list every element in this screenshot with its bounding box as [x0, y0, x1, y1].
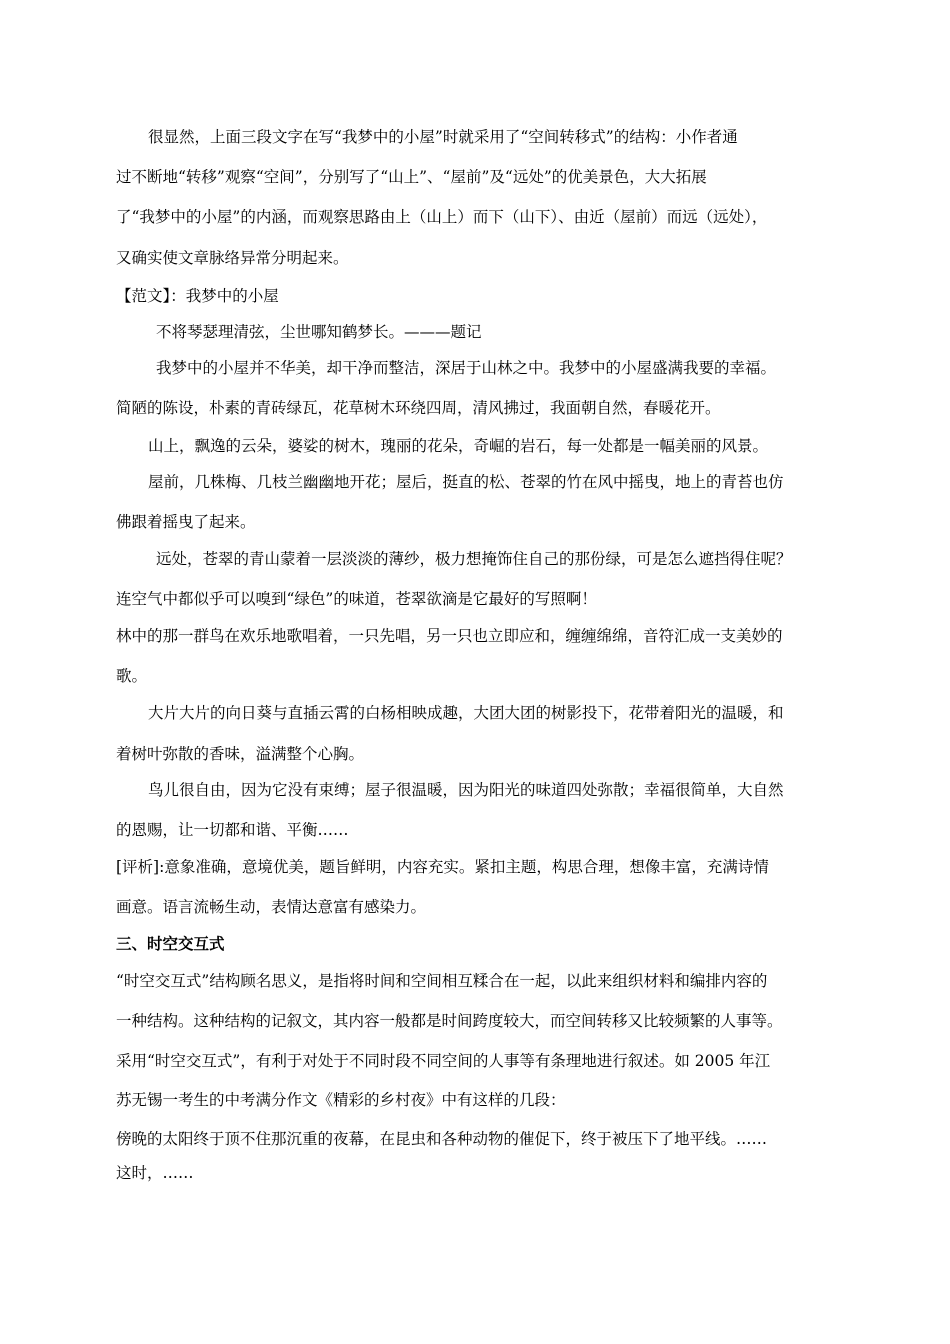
paragraph-line-3: 了“我梦中的小屋”的内涵，而观察思路由上（山上）而下（山下）、由近（屋前）而远（远处）， — [116, 208, 768, 226]
essay-line-6: 远处，苍翠的青山蒙着一层淡淡的薄纱，极力想掩饰住自己的那份绿，可是怎么遮挡得住呢？ — [156, 550, 792, 568]
essay-line-11: 着树叶弥散的香味，溢满整个心胸。 — [116, 745, 365, 763]
paragraph-line-1: 很显然，上面三段文字在写“我梦中的小屋”时就采用了“空间转移式”的结构：小作者通 — [148, 128, 738, 146]
example-line-2: 这时，…… — [116, 1164, 194, 1182]
example-line-1: 傍晚的太阳终于顶不住那沉重的夜幕，在昆虫和各种动物的催促下，终于被压下了地平线。…… — [116, 1130, 768, 1148]
section-paragraph-line-2: 一种结构。这种结构的记叙文，其内容一般都是时间跨度较大，而空间转移又比较频繁的人事等。 — [116, 1012, 783, 1030]
section-paragraph-line-3: 采用“时空交互式”，有利于对处于不同时段不同空间的人事等有条理地进行叙述。如 2005 年江 — [116, 1052, 771, 1070]
section-paragraph-line-4: 苏无锡一考生的中考满分作文《精彩的乡村夜》中有这样的几段： — [116, 1091, 566, 1109]
essay-line-7: 连空气中都似乎可以嗅到“绿色”的味道，苍翠欲滴是它最好的写照啊！ — [116, 590, 597, 608]
essay-line-8: 林中的那一群鸟在欢乐地歌唱着，一只先唱，另一只也立即应和，缠缠绵绵，音符汇成一支美妙的 — [116, 627, 783, 645]
essay-line-5: 佛跟着摇曳了起来。 — [116, 513, 256, 531]
essay-line-1: 我梦中的小屋并不华美，却干净而整洁，深居于山林之中。我梦中的小屋盛满我要的幸福。 — [156, 359, 777, 377]
paragraph-line-4: 又确实使文章脉络异常分明起来。 — [116, 249, 349, 267]
essay-line-4: 屋前，几株梅、几枝兰幽幽地开花；屋后，挺直的松、苍翠的竹在风中摇曳，地上的青苔也仿 — [148, 473, 784, 491]
essay-line-10: 大片大片的向日葵与直插云霄的白杨相映成趣，大团大团的树影投下，花带着阳光的温暖，和 — [148, 704, 784, 722]
essay-line-9: 歌。 — [116, 667, 148, 685]
commentary-line-2: 画意。语言流畅生动，表情达意富有感染力。 — [116, 898, 427, 916]
essay-epigraph: 不将琴瑟理清弦，尘世哪知鹤梦长。———题记 — [156, 323, 482, 341]
essay-line-13: 的恩赐，让一切都和谐、平衡…… — [116, 821, 349, 839]
section-heading: 三、时空交互式 — [116, 934, 225, 953]
paragraph-line-2: 过不断地“转移”观察“空间”，分别写了“山上”、“屋前”及“远处”的优美景色，大大拓展 — [116, 168, 707, 186]
essay-line-12: 鸟儿很自由，因为它没有束缚；屋子很温暖，因为阳光的味道四处弥散；幸福很简单，大自然 — [148, 781, 784, 799]
essay-line-2: 简陋的陈设，朴素的青砖绿瓦，花草树木环绕四周，清风拂过，我面朝自然，春暖花开。 — [116, 399, 721, 417]
essay-line-3: 山上，飘逸的云朵，婆娑的树木，瑰丽的花朵，奇崛的岩石，每一处都是一幅美丽的风景。 — [148, 437, 769, 455]
commentary-line-1: [评析]:意象准确，意境优美，题旨鲜明，内容充实。紧扣主题，构思合理，想像丰富，充满诗情 — [116, 858, 769, 876]
model-essay-heading: 【范文】：我梦中的小屋 — [116, 287, 279, 305]
section-paragraph-line-1: “时空交互式”结构顾名思义，是指将时间和空间相互糅合在一起，以此来组织材料和编排内容的 — [116, 972, 768, 990]
